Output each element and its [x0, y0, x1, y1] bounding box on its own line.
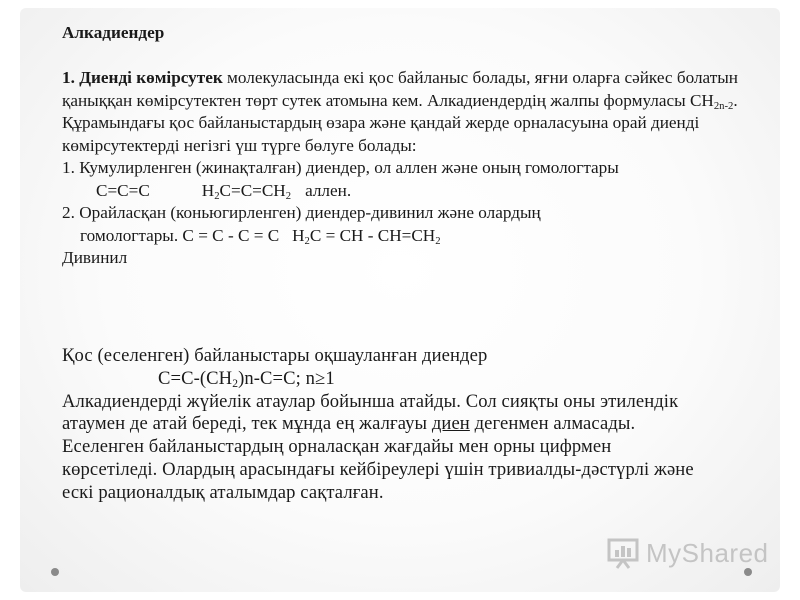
allene-formula-h: H: [201, 180, 215, 200]
allene-formula-body: C=C=CH: [219, 180, 286, 200]
conjugated-formula: гомологтары. C = C - C = C: [80, 225, 280, 245]
naming-text-1: Алкадиендерді жүйелік атаулар бойынша атайды. Сол сияқты оны этилендік атаумен де атай береді, тек мұнда ең жалғауы: [62, 390, 679, 435]
list-item-3: Дивинил: [62, 248, 128, 267]
divinyl-formula-h: H: [292, 225, 305, 245]
list-item-2-cont: [62, 225, 752, 248]
isolated-formula: [62, 368, 702, 391]
logo-text: MyShared: [646, 537, 769, 568]
section-1: [62, 22, 752, 270]
allene-sub-1: 2: [214, 190, 220, 202]
isolated-formula-a: C=C-(CH: [158, 367, 233, 389]
naming-paragraph: [62, 391, 702, 505]
intro-text: молекуласында екі қос байланыс болады, яғни оларға сәйкес болатын қаныққан көмірсутектен төрт сутек атомына кем. Алкадиендердің жалпы формуласы CH: [62, 68, 738, 110]
watermark-logo: [606, 536, 769, 570]
list-item-2: 2. Орайласқан (коньюгирленген) диендер-дивинил және олардың: [62, 203, 541, 222]
intro-paragraph: [62, 67, 752, 157]
isolated-formula-b: )n-C=C; n≥1: [238, 367, 335, 389]
section-2: [62, 345, 702, 505]
slide-title: Алкадиендер: [62, 23, 165, 42]
allene-sub-2: 2: [285, 190, 292, 202]
naming-text-2: дегенмен алмасады. Еселенген байланыстардың орналасқан жағдайы мен орны цифрмен көрсетіледі. Олардың арасындағы кейбіреулері үшін тривиалды-дәстүрлі және ескі рационалдық аталымдар сақталған.: [62, 413, 694, 503]
general-formula-subscript: 2n-2: [713, 100, 734, 112]
list-item-1: 1. Кумулирленген (жинақталған) диендер, ол аллен және оның гомологтары: [62, 158, 619, 177]
divinyl-formula-body: C = CH - CH=CH: [309, 225, 436, 245]
divinyl-sub-1: 2: [304, 235, 310, 247]
suffix-underlined: диен: [431, 413, 470, 435]
intro-tail: . Құрамындағы қос байланыстардың өзара және қандай жерде орналасуына орай диенді көмірсутектерді негізгі үш түрге бөлуге болады:: [62, 90, 738, 155]
isolated-formula-sub: 2: [232, 378, 239, 391]
allene-name: аллен.: [305, 180, 352, 200]
isolated-dienes-heading: Қос (еселенген) байланыстары оқшауланған диендер: [62, 345, 488, 366]
divinyl-sub-2: 2: [435, 235, 441, 247]
corner-dot-left: [51, 568, 59, 576]
allene-formula-line: [62, 180, 752, 203]
intro-bold: 1. Диенді көмірсутек: [62, 68, 223, 87]
presentation-icon: [606, 536, 640, 570]
cumulated-formula: C=C=C: [96, 180, 150, 200]
